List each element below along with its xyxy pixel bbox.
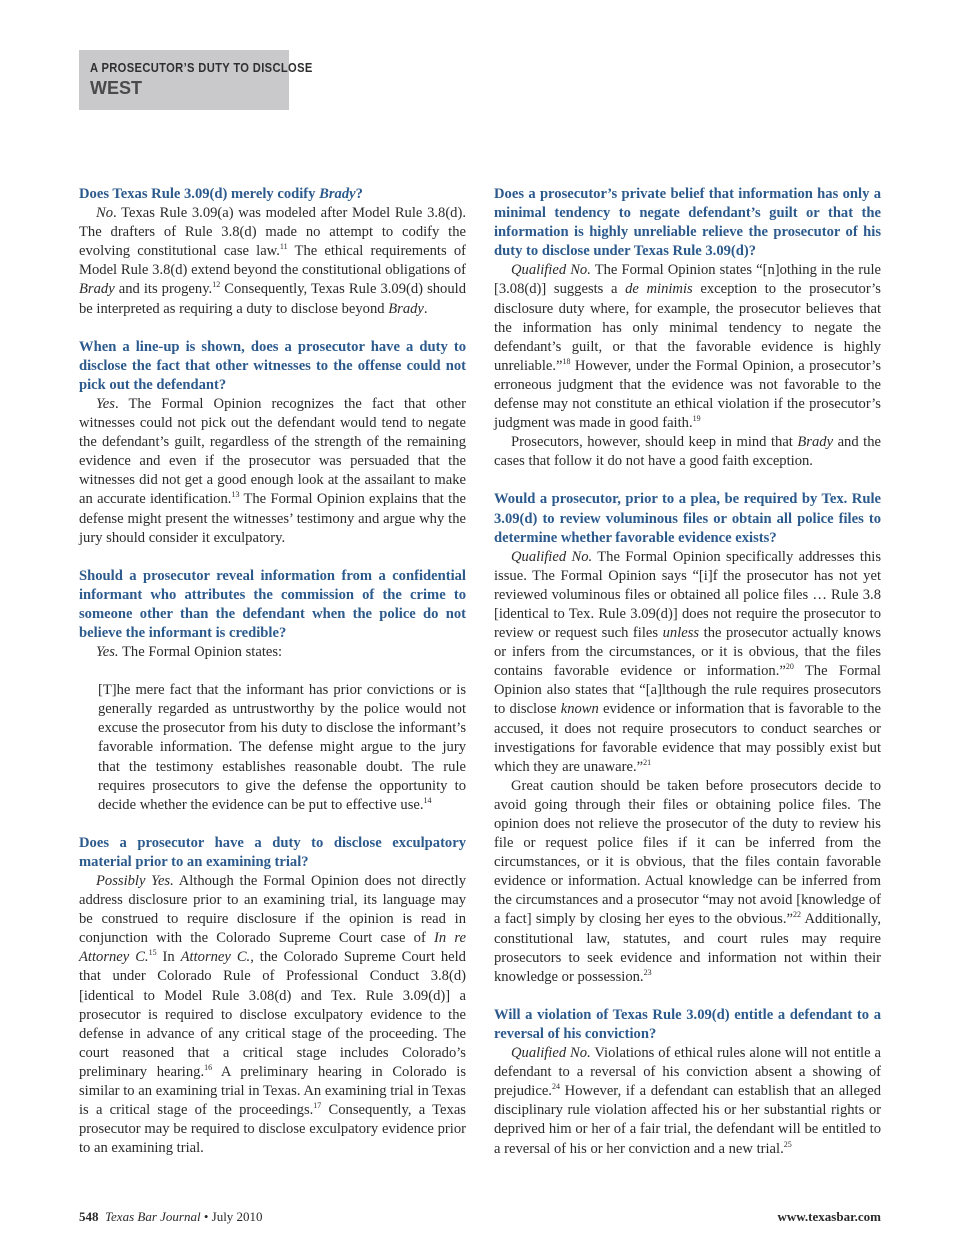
- answer-paragraph: Prosecutors, however, should keep in mind that Brady and the cases that follow it do not have a good faith exception.: [494, 434, 881, 470]
- page-footer: [79, 1209, 881, 1225]
- footnote-ref: 12: [212, 280, 221, 290]
- footnote-ref: 22: [792, 910, 801, 920]
- footnote-ref: 18: [562, 356, 571, 366]
- footnote-ref: 23: [643, 967, 652, 977]
- answer-paragraph: Qualified No. The Formal Opinion specifically addresses this issue. The Formal Opinion says “[i]f the prosecutor has not yet reviewed voluminous files or obtained all police files … Rule 3.8 [identical to Tex. Rule 3.09(d)] does not require the prosecutor to review or request such files unless the prosecutor actually knows or infers from the circumstances, or it is obvious, that the files contains favorable evidence or information.”$^{20}$ The Formal Opinion also states that “[a]lthough the rule requires prosecutors to disclose known evidence or information that is favorable to the accused, it does not require prosecutors to conduct searches or investigations for favorable evidence that may possibly exist but which they are unaware.”$^{21}$: [494, 548, 881, 775]
- question-heading: When a line-up is shown, does a prosecutor have a duty to disclose the fact that other witnesses to the offense could not pick out the defendant?: [79, 338, 466, 393]
- journal-name: Texas Bar Journal: [105, 1209, 201, 1224]
- footnote-ref: 25: [783, 1139, 792, 1149]
- question-heading: Does a prosecutor’s private belief that information has only a minimal tendency to negate defendant’s guilt or that the information is highly unreliable relieve the prosecutor of his duty to disclose under Texas Rule 3.09(d)?: [494, 186, 881, 260]
- footnote-ref: 14: [423, 795, 432, 805]
- issue-date: July 2010: [211, 1209, 263, 1224]
- footer-bullet: •: [203, 1209, 209, 1224]
- answer-paragraph: No. Texas Rule 3.09(a) was modeled after Model Rule 3.8(d). The drafters of Rule 3.8(d) made no attempt to codify the evolving constitutional case law.$^{11}$ The ethical requirements of Model Rule 3.8(d) extend beyond the constitutional obligations of Brady and its progeny.$^{12}$ Consequently, Texas Rule 3.09(d) should be interpreted as requiring a duty to disclose beyond Brady.: [79, 205, 466, 317]
- website-link[interactable]: www.texasbar.com: [777, 1209, 881, 1224]
- answer-paragraph: Possibly Yes. Although the Formal Opinion does not directly address disclosure prior to an examining trial, its language may be construed to require disclosure if the opinion is read in conjunction with the Colorado Supreme Court case of In re Attorney C.$^{15}$ In Attorney C., the Colorado Supreme Court held that under Colorado Rule of Professional Conduct 3.8(d) [identical to Model Rule 3.08(d) and Tex. Rule 3.09(d)] a prosecutor is required to disclose exculpatory evidence to the defense in advance of any critical stage of the proceeding. The court reasoned that a critical stage includes Colorado’s preliminary hearing.$^{16}$ A preliminary hearing in Colorado is similar to an examining trial in Texas. An examining trial in Texas is a critical stage of the proceedings.$^{17}$ Consequently, a Texas prosecutor may be required to disclose exculpatory evidence prior to an examining trial.: [79, 873, 467, 1157]
- answer-paragraph: Qualified No. The Formal Opinion states “[n]othing in the rule [3.08(d)] suggests a de minimis exception to the prosecutor’s disclosure duty where, for example, the prosecutor believes that the information has only minimal tendency to negate the defendant’s guilt, or that the favorable evidence is highly unreliable.”$^{18}$ However, under the Formal Opinion, a prosecutor’s erroneous judgment that the evidence was not favorable to the defense may not constitute an ethical violation if the prosecutor’s judgment was made in good faith.$^{19}$: [494, 262, 881, 432]
- footnote-ref: 20: [785, 662, 794, 672]
- answer-paragraph: Qualified No. Violations of ethical rules alone will not entitle a defendant to a reversal of his conviction absent a showing of prejudice.$^{24}$ However, if a defendant can establish that an alleged disciplinary rule violation affected his or her substantial rights or deprived him or her of a fair trial, the defendant will be entitled to a reversal of his or her conviction and a new trial.$^{25}$: [494, 1045, 881, 1157]
- section-tab: [79, 50, 313, 110]
- answer-paragraph: Great caution should be taken before prosecutors decide to avoid going through their files or obtaining police files. The opinion does not relieve the prosecutor of the duty to review his file or request police files if it can be inferred from the circumstances, or it is obvious, that the files contain favorable evidence or information. Actual knowledge can be inferred from the circumstances and a prosecutor “may not avoid [knowledge of a fact] simply by closing her eyes to the obvious.”$^{22}$ Additionally, constitutional law, statutes, and court rules may require prosecutors to seek evidence and information not within their knowledge or possession.$^{23}$: [494, 777, 881, 985]
- question-heading: Will a violation of Texas Rule 3.09(d) entitle a defendant to a reversal of his conviction?: [494, 1006, 881, 1042]
- footnote-ref: 15: [148, 948, 157, 958]
- section-title: A PROSECUTOR’S DUTY TO DISCLOSE: [90, 60, 313, 75]
- question-heading: Does a prosecutor have a duty to disclose exculpatory material prior to an examining trial?: [79, 834, 466, 870]
- footnote-ref: 11: [279, 242, 288, 252]
- block-quote: [T]he mere fact that the informant has prior convictions or is generally regarded as untrustworthy by the police would not excuse the prosecutor from his duty to disclose the informant’s favorable information. The defense might argue to the jury that the testimony establishes reasonable doubt. The rule requires prosecutors to give the defense the opportunity to decide whether the evidence can be put to effective use.$^{14}$: [98, 682, 466, 813]
- question-heading: Should a prosecutor reveal information from a confidential informant who attributes the commission of the crime to someone other than the defendant when the police do not believe the informant is credible?: [79, 567, 466, 641]
- footnote-ref: 19: [692, 414, 701, 424]
- answer-paragraph: Yes. The Formal Opinion states:: [96, 644, 283, 661]
- footnote-ref: 16: [204, 1062, 213, 1072]
- question-heading: Would a prosecutor, prior to a plea, be required by Tex. Rule 3.09(d) to review voluminous files or obtain all police files to determine whether favorable evidence exists?: [494, 491, 881, 546]
- question-heading: Does Texas Rule 3.09(d) merely codify Brady?: [79, 186, 363, 202]
- answer-paragraph: Yes. The Formal Opinion recognizes the fact that other witnesses could not pick out the defendant would tend to negate the defendant’s guilt, regardless of the strength of the remaining evidence and even if the prosecutor was persuaded that the witnesses did not get a good enough look at the assailant to make an accurate identification.$^{13}$ The Formal Opinion explains that the defense might present the witnesses’ testimony and argue why the jury should consider it exculpatory.: [79, 395, 466, 546]
- footnote-ref: 24: [551, 1082, 560, 1092]
- footnote-ref: 13: [231, 490, 240, 500]
- footer-left: [79, 1209, 263, 1225]
- footnote-ref: 17: [313, 1101, 322, 1111]
- footnote-ref: 21: [643, 757, 652, 767]
- page-number: 548: [79, 1209, 99, 1224]
- right-column: [494, 185, 881, 1159]
- left-column: [79, 185, 466, 1158]
- section-subtitle: WEST: [90, 78, 142, 98]
